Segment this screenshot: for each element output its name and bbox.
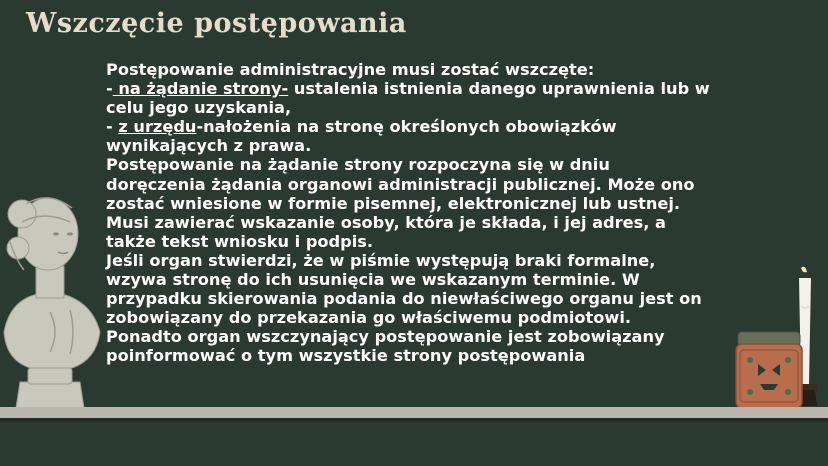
text-fragment: -nałożenia na stronę określonych obowiązków <box>196 117 617 137</box>
text-line <box>106 117 731 136</box>
text-line: poinformować o tym wszystkie strony postępowania <box>106 346 586 366</box>
text-line: doręczenia żądania organowi administracji publicznej. Może ono <box>106 174 695 194</box>
text-line <box>106 79 731 98</box>
slide-body <box>106 60 731 366</box>
shelf <box>0 407 828 418</box>
text-fragment: ustalenia istnienia danego uprawnienia lub w <box>288 79 710 99</box>
term-z-urzedu: z urzędu <box>118 117 197 137</box>
text-line: Jeśli organ stwierdzi, że w piśmie występują braki formalne, <box>106 250 656 270</box>
greek-bust-icon <box>0 182 110 410</box>
text-line: zostać wniesione w formie pisemnej, elektronicznej lub ustnej. <box>106 193 681 213</box>
text-line: Ponadto organ wszczynający postępowanie jest zobowiązany <box>106 327 665 347</box>
text-line: Postępowanie administracyjne musi zostać wszczęte: <box>106 60 595 79</box>
text-line: wynikających z prawa. <box>106 136 312 156</box>
text-line: także tekst wniosku i podpis. <box>106 231 374 251</box>
list-dash: - <box>106 117 119 137</box>
text-line: celu jego uzyskania, <box>106 98 292 118</box>
text-line: przypadku skierowania podania do niewłaściwego organu jest on <box>106 289 702 309</box>
text-line: wzywa stronę do ich usunięcia we wskazanym terminie. W <box>106 270 640 290</box>
shelf-shadow <box>0 418 828 422</box>
slide-title: Wszczęcie postępowania <box>26 8 407 39</box>
term-na-zadanie-strony: na żądanie strony- <box>112 79 289 99</box>
text-line: Postępowanie na żądanie strony rozpoczyna się w dniu <box>106 155 610 175</box>
list-dash: - <box>106 79 113 99</box>
text-line: Musi zawierać wskazanie osoby, która je składa, i jej adres, a <box>106 212 666 232</box>
jar-icon <box>734 330 804 410</box>
text-line: zobowiązany do przekazania go właściwemu podmiotowi. <box>106 308 632 328</box>
